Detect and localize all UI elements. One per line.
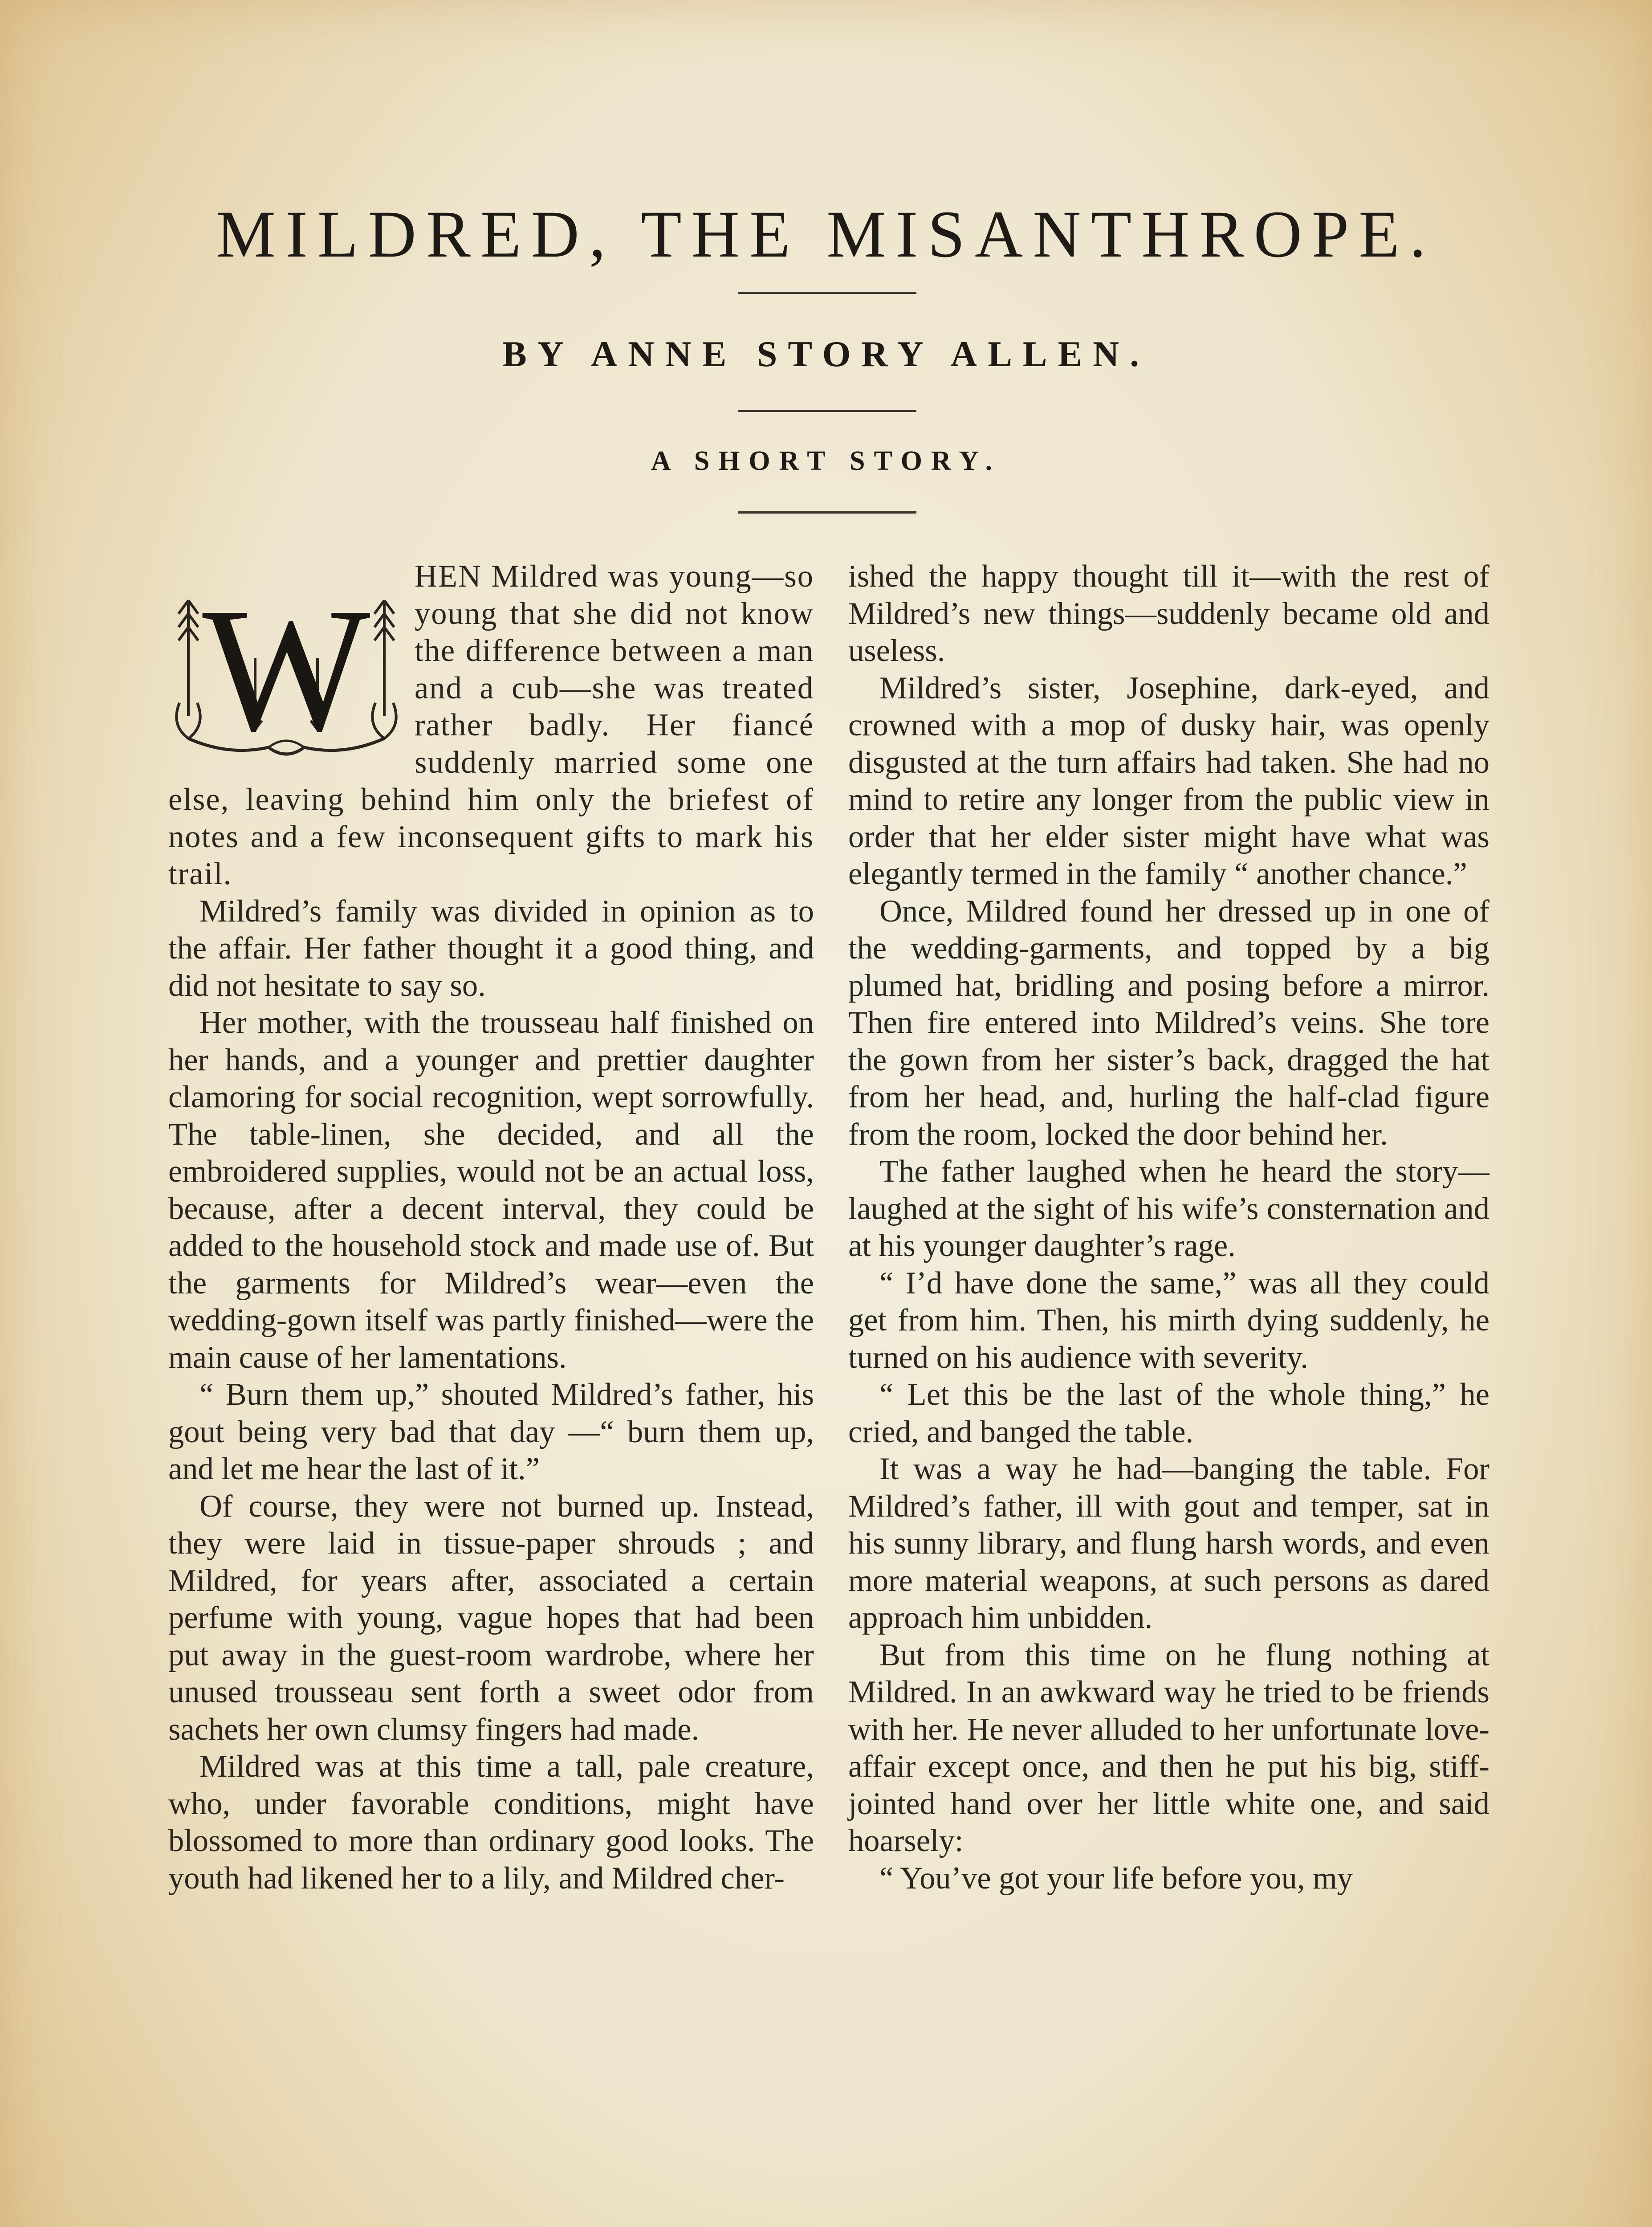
- paragraph: HEN Mildred was young—so young that she did not know the difference between a man and a cub—she was treated rather badly. Her fiancé suddenly married some one else, leaving behind him only the briefest of notes and a few inconsequent gifts to mark his trail.: [168, 559, 814, 891]
- left-column: [168, 558, 814, 1897]
- paragraph: Her mother, with the trousseau half finished on her hands, and a younger and prettier daughter clamoring for social recognition, wept sorrowfully. The table-linen, she decided, and all the embroidered supplies, would not be an actual loss, because, after a decent interval, they could be added to the household stock and made use of. But the garments for Mildred’s wear—even the wedding-gown itself was partly finished—were the main cause of her lamentations.: [168, 1005, 814, 1375]
- paragraph: “ I’d have done the same,” was all they could get from him. Then, his mirth dying suddenly, he turned on his audience with severity.: [848, 1265, 1489, 1375]
- paragraph: The father laughed when he heard the story—laughed at the sight of his wife’s consternation and at his younger daughter’s rage.: [848, 1154, 1489, 1263]
- paragraph: “ You’ve got your life before you, my: [879, 1860, 1353, 1896]
- drop-cap-ornament-icon: [166, 569, 407, 761]
- story-title: MILDRED, THE MISANTHROPE.: [216, 197, 1436, 271]
- byline-rule: [738, 410, 916, 412]
- subhead-rule: [738, 511, 916, 514]
- paragraph: But from this time on he flung nothing at Mildred. In an awkward way he tried to be friends with her. He never alluded to her unfortunate love-affair except once, and then he put his big, stiff-jointed hand over her little white one, and said hoarsely:: [848, 1637, 1489, 1858]
- paragraph: Mildred was at this time a tall, pale creature, who, under favorable conditions, might have blossomed to more than ordinary good looks. The youth had likened her to a lily, and Mildred cher-: [168, 1749, 814, 1896]
- svg-text:W: W: [202, 571, 370, 761]
- paragraph: Once, Mildred found her dressed up in one of the wedding-garments, and topped by a big plumed hat, bridling and posing before a mirror. Then fire entered into Mildred’s veins. She tore the gown from her sister’s back, dragged the hat from her head, and, hurling the half-clad figure from the room, locked the door behind her.: [848, 893, 1489, 1152]
- paragraph: “ Burn them up,” shouted Mildred’s father, his gout being very bad that day —“ burn them up, and let me hear the last of it.”: [168, 1377, 814, 1486]
- paragraph: Of course, they were not burned up. Instead, they were laid in tissue-paper shrouds ; and Mildred, for years after, associated a certain perfume with young, vague hopes that had been put away in the guest-room wardrobe, where her unused trousseau sent forth a sweet odor from sachets her own clumsy fingers had made.: [168, 1489, 814, 1747]
- paragraph: ished the happy thought till it—with the rest of Mildred’s new things—suddenly became old and useless.: [848, 559, 1489, 668]
- story-subhead: A SHORT STORY.: [651, 446, 1001, 476]
- right-column: [848, 558, 1489, 1897]
- ornamental-drop-cap: [166, 569, 407, 761]
- title-rule: [738, 292, 916, 294]
- author-byline: BY ANNE STORY ALLEN.: [502, 334, 1150, 374]
- paragraph: It was a way he had—banging the table. For Mildred’s father, ill with gout and temper, sat in his sunny library, and flung harsh words, and even more material weapons, at such persons as dared approach him unbidden.: [848, 1452, 1489, 1635]
- paragraph: Mildred’s sister, Josephine, dark-eyed, and crowned with a mop of dusky hair, was openly disgusted at the turn affairs had taken. She had no mind to retire any longer from the public view in order that her elder sister might have what was elegantly termed in the family “ another chance.”: [848, 670, 1489, 891]
- paragraph: “ Let this be the last of the whole thing,” he cried, and banged the table.: [848, 1377, 1489, 1449]
- paragraph: Mildred’s family was divided in opinion as to the affair. Her father thought it a good thing, and did not hesitate to say so.: [168, 893, 814, 1003]
